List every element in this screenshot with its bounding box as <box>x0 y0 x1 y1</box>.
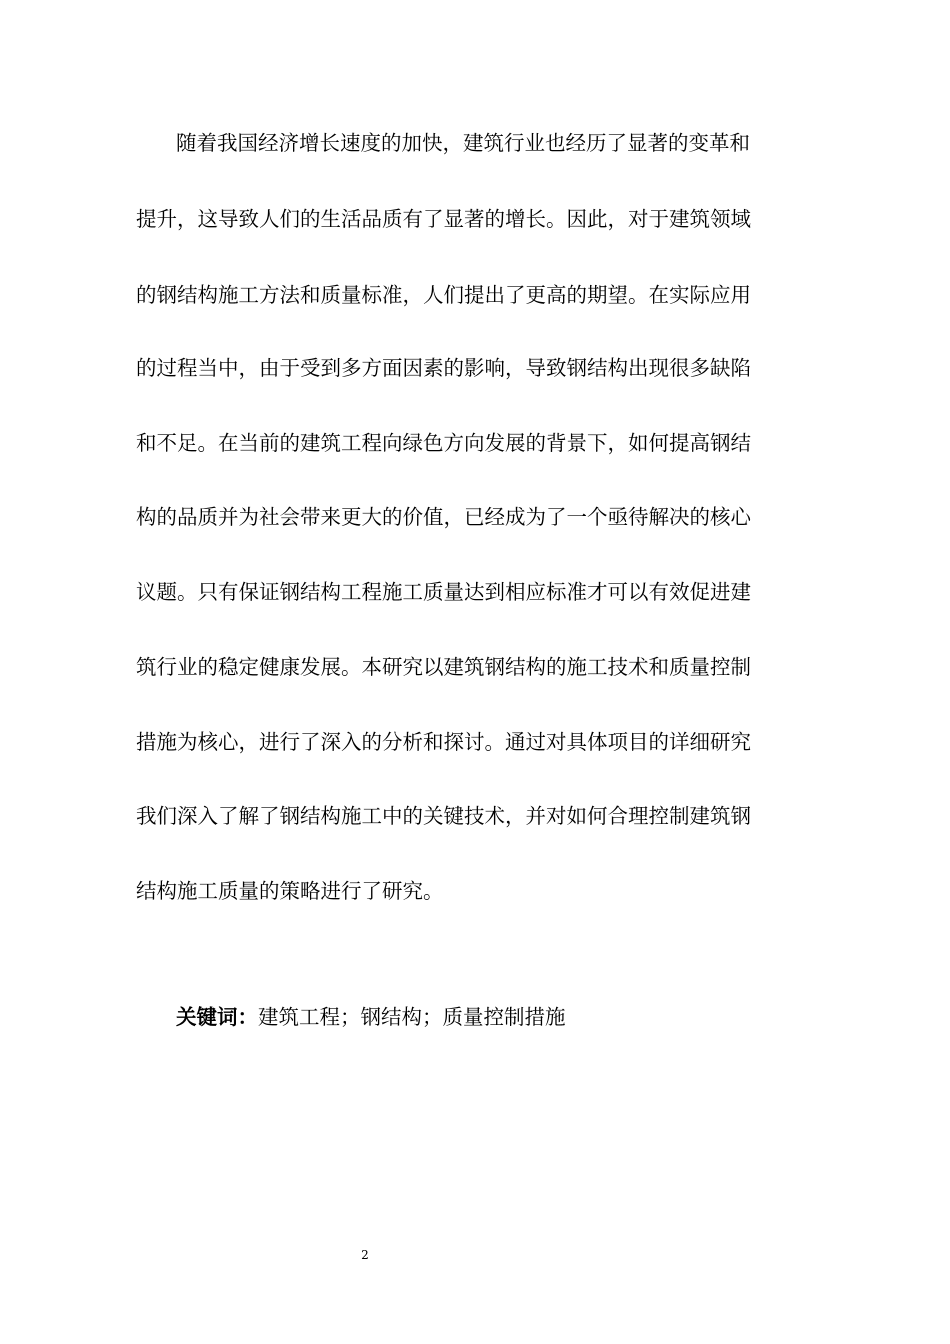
keywords-value: 建筑工程；钢结构；质量控制措施 <box>258 1005 566 1029</box>
abstract-line: 议题。只有保证钢结构工程施工质量达到相应标准才可以有效促进建 <box>136 580 751 604</box>
abstract-line: 提升，这导致人们的生活品质有了显著的增长。因此，对于建筑领域 <box>136 207 751 231</box>
page-number: 2 <box>361 1248 369 1262</box>
keywords-label: 关键词： <box>176 1005 258 1029</box>
abstract-line: 结构施工质量的策略进行了研究。 <box>136 879 444 903</box>
abstract-line: 我们深入了解了钢结构施工中的关键技术，并对如何合理控制建筑钢 <box>136 804 751 828</box>
abstract-line: 的过程当中，由于受到多方面因素的影响，导致钢结构出现很多缺陷 <box>136 356 751 380</box>
abstract-line: 的钢结构施工方法和质量标准，人们提出了更高的期望。在实际应用 <box>136 283 751 307</box>
abstract-line: 构的品质并为社会带来更大的价值，已经成为了一个亟待解决的核心 <box>136 505 751 529</box>
keywords-line <box>176 1002 566 1032</box>
abstract-line: 和不足。在当前的建筑工程向绿色方向发展的背景下，如何提高钢结 <box>136 431 751 455</box>
abstract-line: 随着我国经济增长速度的加快，建筑行业也经历了显著的变革和 <box>176 131 750 155</box>
abstract-line: 筑行业的稳定健康发展。本研究以建筑钢结构的施工技术和质量控制 <box>136 655 751 679</box>
abstract-line: 措施为核心，进行了深入的分析和探讨。通过对具体项目的详细研究 <box>136 730 751 754</box>
